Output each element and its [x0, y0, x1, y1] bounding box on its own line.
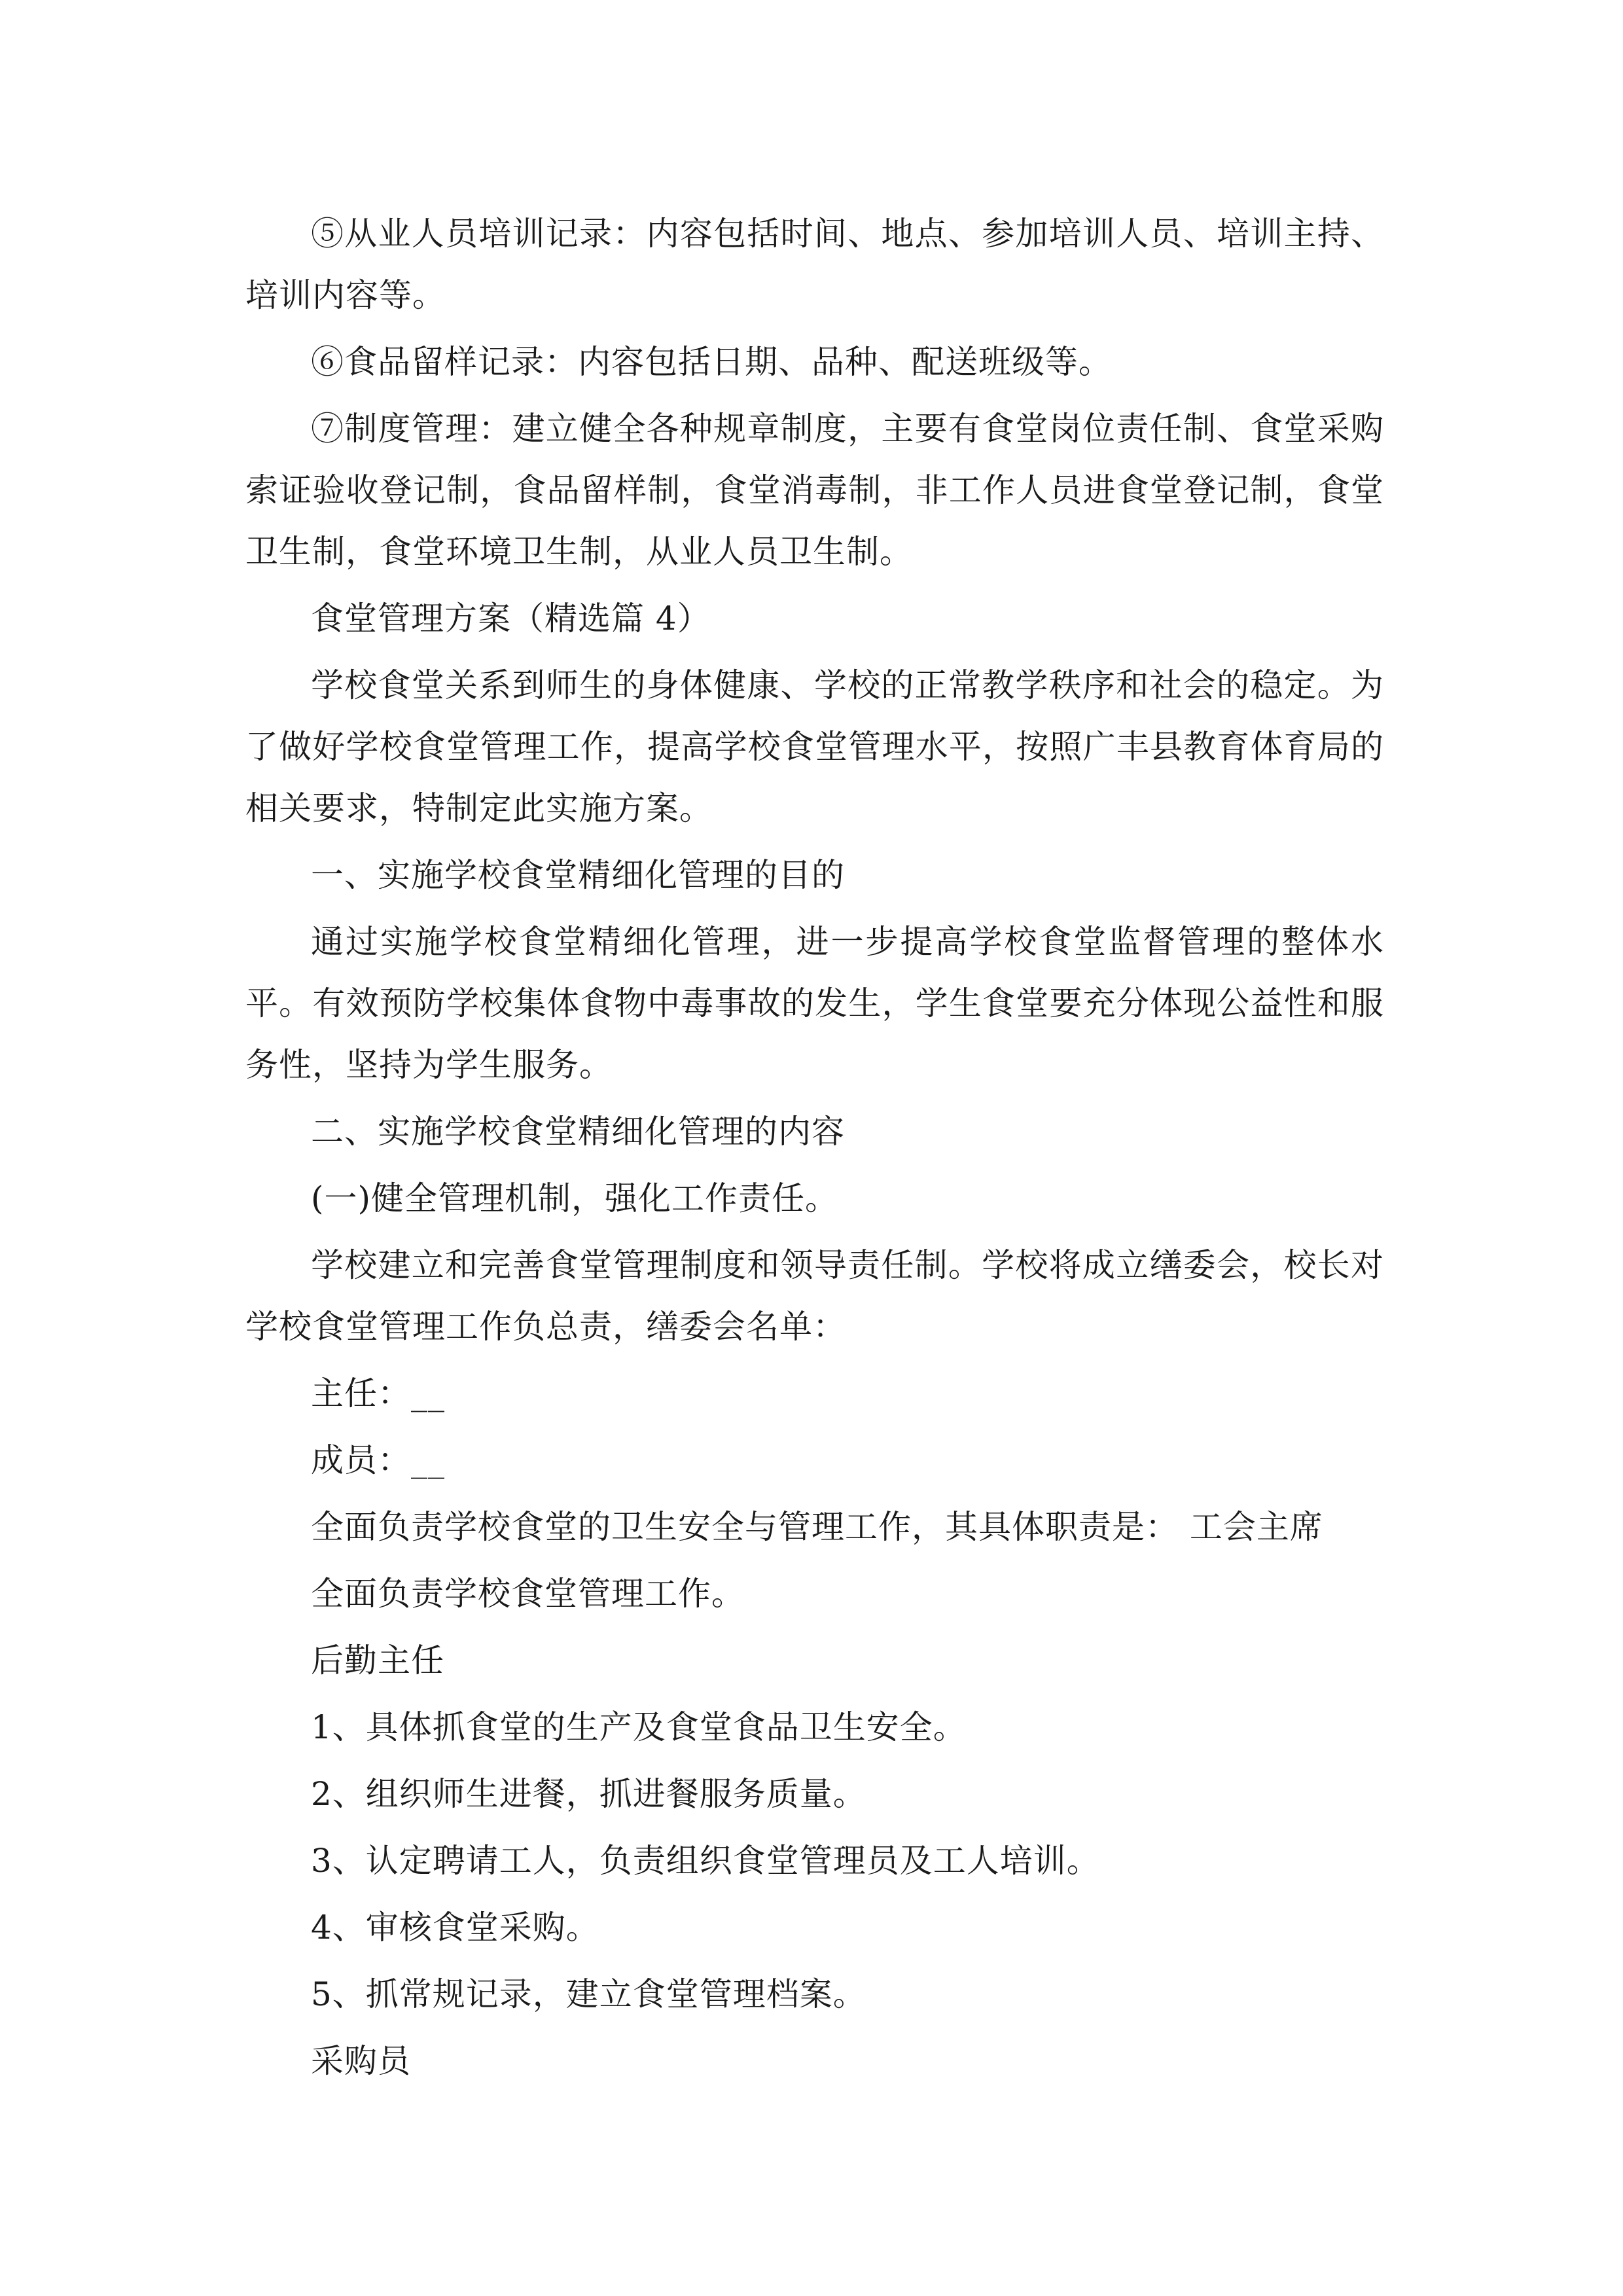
duty-item-4: 4、审核食堂采购。: [311, 1909, 599, 1946]
heading-content: 二、实施学校食堂精细化管理的内容: [311, 1113, 845, 1151]
duty-item-2: 2、组织师生进餐，抓进餐服务质量。: [311, 1775, 866, 1813]
subheading-mechanism: (一)健全管理机制，强化工作责任。: [311, 1179, 839, 1217]
section-title: 食堂管理方案（精选篇 4）: [311, 600, 711, 637]
duty-item-5: 5、抓常规记录，建立食堂管理档案。: [311, 1975, 866, 2013]
document-page: [245, 203, 1384, 2097]
committee-director: 主任：__: [311, 1374, 445, 1412]
heading-purpose: 一、实施学校食堂精细化管理的目的: [311, 856, 845, 894]
paragraph-system-management: ⑦制度管理：建立健全各种规章制度，主要有食堂岗位责任制、食堂采购索证验收登记制，食品留样制，食堂消毒制，非工作人员进食堂登记制，食堂卫生制，食堂环境卫生制，从业人员卫生制。: [245, 410, 1384, 571]
paragraph-overall-responsibility: 全面负责学校食堂管理工作。: [311, 1575, 745, 1613]
paragraph-responsibilities: 全面负责学校食堂的卫生安全与管理工作，其具体职责是： 工会主席: [311, 1508, 1323, 1546]
duty-item-3: 3、认定聘请工人，负责组织食堂管理员及工人培训。: [311, 1842, 1100, 1880]
paragraph-intro: 学校食堂关系到师生的身体健康、学校的正常教学秩序和社会的稳定。为了做好学校食堂管理工作，提高学校食堂管理水平，按照广丰县教育体育局的相关要求，特制定此实施方案。: [245, 666, 1384, 827]
paragraph-food-sample-record: ⑥食品留样记录：内容包括日期、品种、配送班级等。: [311, 343, 1112, 381]
role-purchaser: 采购员: [311, 2042, 411, 2080]
paragraph-committee: 学校建立和完善食堂管理制度和领导责任制。学校将成立缮委会，校长对学校食堂管理工作负总责，缮委会名单：: [245, 1246, 1384, 1346]
duty-item-1: 1、具体抓食堂的生产及食堂食品卫生安全。: [311, 1708, 967, 1746]
paragraph-staff-training-record: ⑤从业人员培训记录：内容包括时间、地点、参加培训人员、培训主持、培训内容等。: [245, 215, 1384, 314]
role-logistics-director: 后勤主任: [311, 1641, 444, 1679]
committee-members: 成员：__: [311, 1441, 445, 1479]
paragraph-purpose: 通过实施学校食堂精细化管理，进一步提高学校食堂监督管理的整体水平。有效预防学校集体食物中毒事故的发生，学生食堂要充分体现公益性和服务性，坚持为学生服务。: [245, 923, 1384, 1084]
